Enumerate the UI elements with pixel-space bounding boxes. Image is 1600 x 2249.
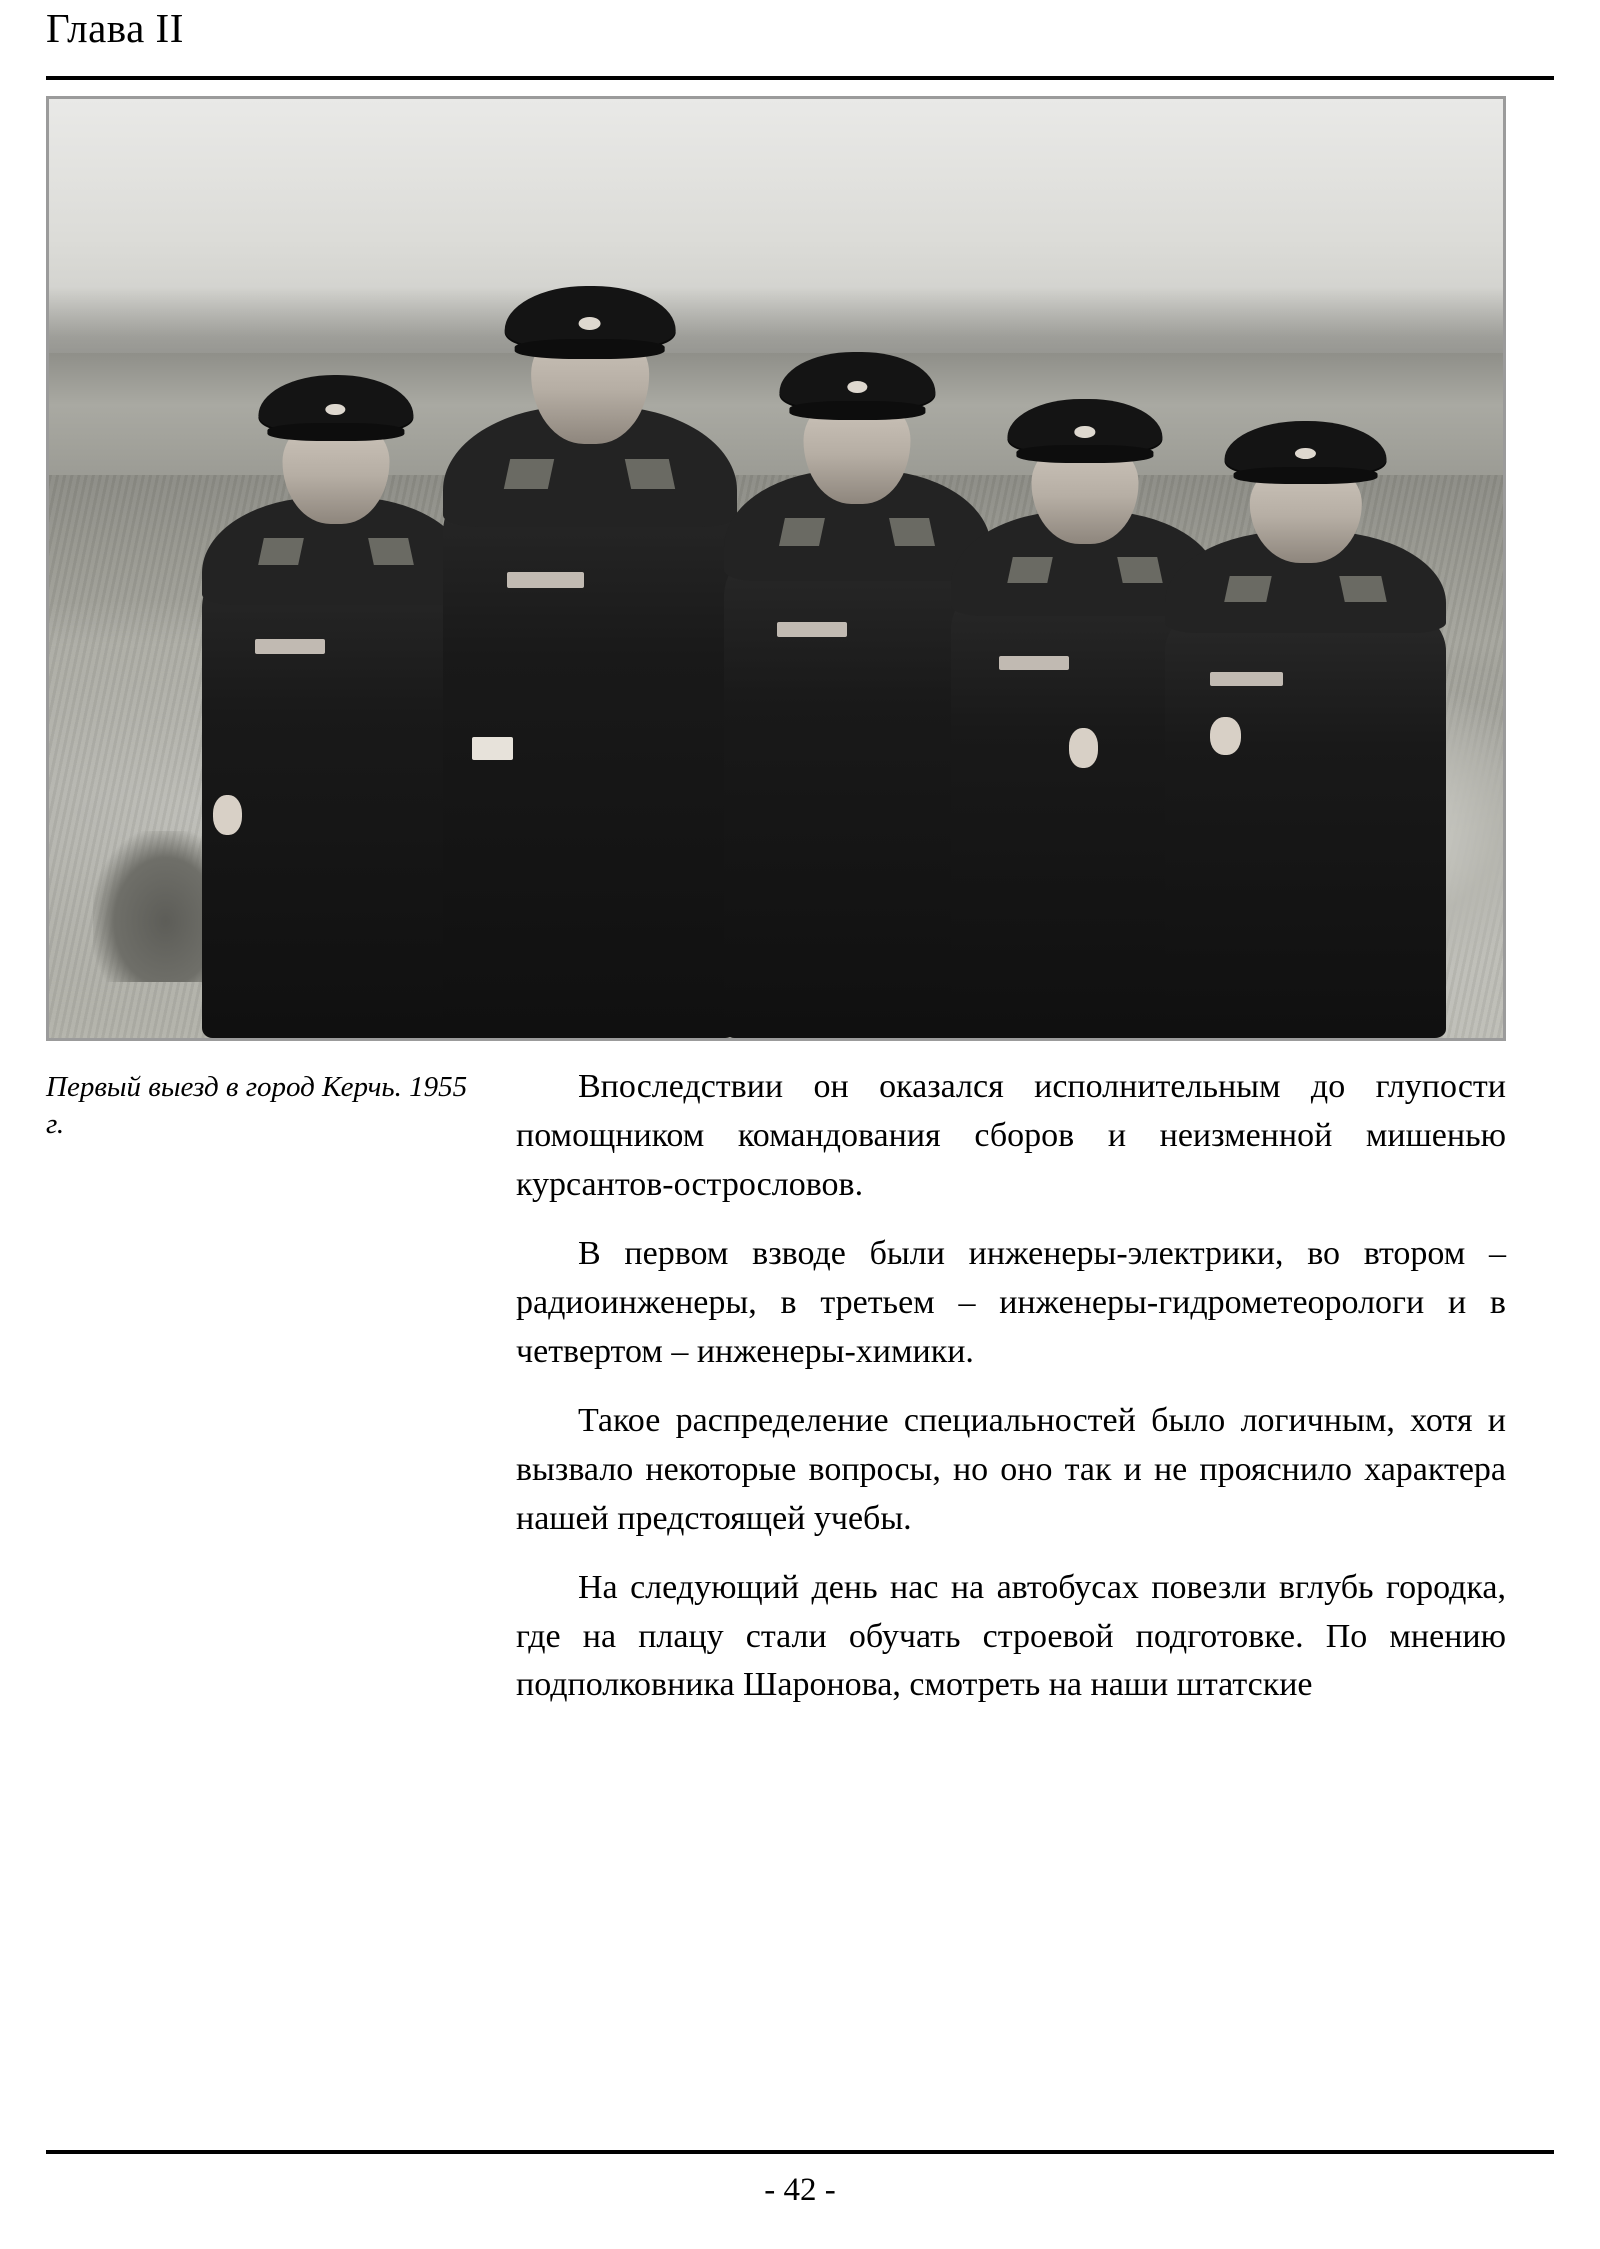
collar-tab-right — [625, 459, 676, 489]
sleeve-insignia — [1210, 672, 1283, 686]
page-header — [46, 0, 1554, 76]
cap-badge-icon — [847, 381, 867, 393]
body-text-column — [516, 1063, 1506, 1730]
cap-badge-icon — [326, 404, 346, 416]
officer-cap — [1007, 399, 1162, 452]
collar-tab-left — [1007, 557, 1053, 583]
hand — [213, 795, 242, 836]
page-content — [46, 1063, 1554, 1730]
cap-badge-icon — [1295, 448, 1316, 459]
officer-cap — [258, 375, 413, 429]
page-footer — [46, 2150, 1554, 2209]
paragraph: Впоследствии он оказался исполнительным до глупости помощником командования сборов и неизменной мишенью курсантов-острословов. — [516, 1068, 1506, 1203]
hand — [1069, 728, 1098, 768]
uniform-body — [202, 538, 470, 1038]
collar-tab-left — [780, 518, 826, 546]
sleeve-insignia — [999, 656, 1069, 671]
officer-figure-1 — [202, 362, 470, 1038]
collar-tab-left — [504, 459, 555, 489]
collar-tab-left — [1224, 576, 1272, 602]
figure-caption: Первый выезд в город Керчь. 1955 г. — [46, 1071, 468, 1141]
cap-badge-icon — [1075, 426, 1095, 438]
officer-figure-2 — [443, 286, 737, 1038]
soldiers-group — [122, 193, 1460, 1038]
shirt-cuff — [472, 737, 513, 760]
page-number: - 42 - — [764, 2172, 836, 2208]
header-divider — [46, 76, 1554, 80]
photo-image — [49, 99, 1503, 1038]
uniform-body — [1165, 588, 1446, 1038]
chapter-title: Глава II — [46, 5, 184, 51]
paragraph: В первом взводе были инженеры-электрики, во втором – радиоинженеры, в третьем – инженеры-гидрометеорологи и в четвертом – инженеры-химики. — [516, 1234, 1506, 1370]
paragraph: На следующий день нас на автобусах повезли вглубь городка, где на плацу стали обучать строевой подготовке. По мнению подполковника Шаронова, смотреть на наши штатские — [516, 1568, 1506, 1704]
collar-tab-right — [889, 518, 935, 546]
officer-cap — [1224, 421, 1387, 472]
collar-tab-right — [368, 538, 414, 565]
figure-photograph — [46, 96, 1506, 1041]
officer-cap — [780, 352, 935, 407]
hand — [1210, 717, 1241, 756]
sleeve-insignia — [507, 572, 584, 589]
collar-tab-right — [1339, 576, 1387, 602]
officer-cap — [505, 286, 676, 346]
cap-badge-icon — [579, 317, 601, 330]
paragraph: Такое распределение специальностей было логичным, хотя и вызвало некоторые вопросы, но оно так и не прояснило характера нашей предстоящей учебы. — [516, 1401, 1506, 1537]
collar-tab-right — [1117, 557, 1163, 583]
sleeve-insignia — [255, 639, 325, 654]
officer-figure-5 — [1165, 396, 1446, 1038]
collar-tab-left — [258, 538, 304, 565]
sleeve-insignia — [777, 622, 847, 637]
